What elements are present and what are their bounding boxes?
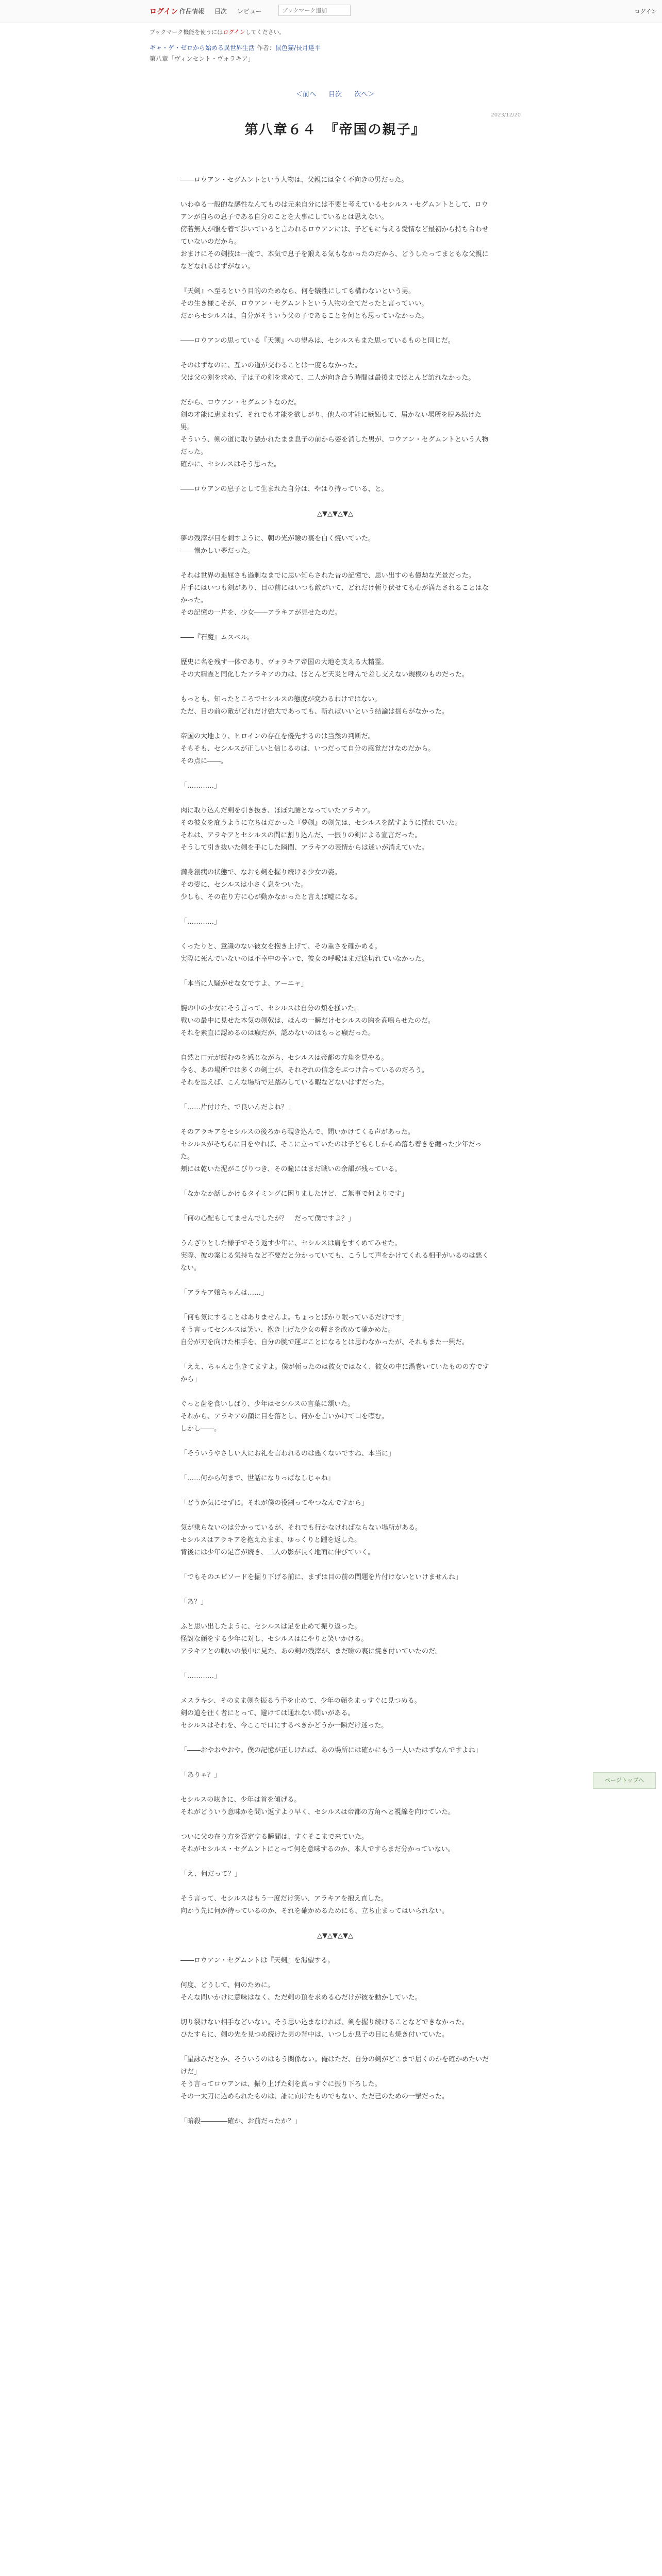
- paragraph: 「なかなか話しかけるタイミングに困りましたけど、ご無事で何よりです」: [180, 1190, 408, 1198]
- paragraph: ふと思い出したように、セシルスは足を止めて振り返った。 怪訝な顔をする少年に対し、セシルスはにやりと笑いかける。 アラキアとの戦いの最中に見た、あの剣の残滓が、まだ瞼の裏に焼き付いていたのだ。: [180, 1623, 442, 1655]
- notice-login-link[interactable]: ログイン: [223, 29, 245, 36]
- paragraph: 「――おやおやおや。僕の記憶が正しければ、あの場所には確かにもう一人いたはずなんですよね」: [180, 1747, 482, 1754]
- paragraph: そう言って、セシルスはもう一度だけ笑い、アラキアを抱え直した。 向かう先に何が待っているのか、それを確かめるためにも、立ち止まってはいられない。: [180, 1895, 449, 1915]
- scene-separator: △▼△▼△▼△: [317, 510, 353, 518]
- paragraph: 歴史に名を残す一体であり、ヴォラキア帝国の大地を支える大精霊。 その大精霊と同化したアラキアの力は、ほとんど天災と呼んで差し支えない規模のものだった。: [180, 658, 469, 679]
- paragraph: 切り裂けない相手などいない。そう思い込まなければ、剣を握り続けることなどできなかった。 ひたすらに、剣の先を見つめ続けた男の背中は、いつしか息子の目にも焼き付いていた。: [180, 2019, 469, 2039]
- paragraph: 「…………」: [180, 918, 221, 926]
- paragraph: だから、ロウアン・セグムントなのだ。 剣の才能に恵まれず、それでも才能を欲しがり、他人の才能に嫉妬して、届かない場所を睨み続けた男。 そういう、剣の道に取り憑かれたまま息子の前から姿を消した男が、ロウアン・セグムントという人物だった。 確かに、セシルスはそう思った。: [180, 399, 489, 468]
- paragraph: 「どうか気にせずに。それが僕の役割ってやつなんですから」: [180, 1499, 369, 1507]
- paragraph: ついに父の在り方を否定する瞬間は、すぐそこまで来ていた。 それがセシルス・セグムントにとって何を意味するのか、本人ですらまだ分かっていない。: [180, 1833, 455, 1853]
- scene-separator: △▼△▼△▼△: [317, 1932, 353, 1940]
- paragraph: 『天剣』へ至るという目的のためなら、何を犠牲にしても構わないという男。 その生き様こそが、ロウアン・セグムントという人物の全てだったと言っていい。 だからセシルスは、自分がそういう父の子であることを何とも思っていなかった。: [180, 287, 428, 320]
- paragraph: 「ええ、ちゃんと生きてますよ。僕が斬ったのは彼女ではなく、彼女の中に渦巻いていたものの方ですから」: [180, 1363, 489, 1383]
- paragraph: 「何の心配もしてませんでしたが？ だって僕ですよ？」: [180, 1215, 355, 1223]
- paragraph: ――『石魔』ムスペル。: [180, 634, 254, 641]
- content-wrapper: [150, 28, 521, 2140]
- paragraph: 「暗殺――――確か、お前だったか？」: [180, 2117, 302, 2125]
- author-link[interactable]: 鼠色猫/長月達平: [275, 44, 321, 52]
- paragraph: くったりと、意識のない彼女を抱き上げて、その重さを確かめる。 実際に死んでいないのは不幸中の幸いで、彼女の呼吸はまだ途切れていなかった。: [180, 943, 428, 963]
- paragraph: 「星詠みだとか、そういうのはもう関係ない。俺はただ、自分の剣がどこまで届くのかを確かめたいだけだ」 そう言ってロウアンは、振り上げた剣を真っすぐに振り下ろした。 その一太刀に込められたものは、誰に向けたものでもない、ただ己のための一撃だった。: [180, 2056, 489, 2100]
- page-title: 第八章６４ 『帝国の親子』: [244, 122, 426, 138]
- paragraph: 「何も気にすることはありませんよ。ちょっとばかり眠っているだけです」 そう言ってセシルスは笑い、抱き上げた少女の軽さを改めて確かめた。 自分が刃を向けた相手を、自分の腕で運ぶことになるとは思わなかったが、それもまた一興だ。: [180, 1314, 469, 1346]
- paragraph: 「…………」: [180, 1672, 221, 1680]
- bookmark-add-input[interactable]: [278, 5, 351, 16]
- next-link[interactable]: 次へ＞: [354, 91, 375, 98]
- paragraph: 「あ？」: [180, 1598, 208, 1606]
- paragraph: ――ロウアン・セグムントは『天剣』を渇望する。: [180, 1957, 335, 1964]
- paragraph: 満身創痍の状態で、なおも剣を握り続ける少女の姿。 その姿に、セシルスは小さく息をついた。 少しも、その在り方に心が動かなかったと言えば嘘になる。: [180, 869, 362, 901]
- paragraph: 「本当に人騒がせな女ですよ、アーニャ」: [180, 980, 308, 988]
- paragraph: ――ロウアン・セグムントという人物は、父親には全く不向きの男だった。: [180, 176, 408, 184]
- paragraph: ぐっと歯を食いしばり、少年はセシルスの言葉に頷いた。 それから、アラキアの顔に目を落とし、何かを言いかけて口を噤む。 しかし――。: [180, 1400, 389, 1433]
- paragraph: 「そういうやさしい人にお礼を言われるのは悪くないですね、本当に」: [180, 1450, 395, 1458]
- paragraph: そのはずなのに、互いの道が交わることは一度もなかった。 父は父の剣を求め、子は子の剣を求めて、二人が向き合う時間は最後までほとんど訪れなかった。: [180, 362, 475, 382]
- paragraph: 何度、どうして、何のために。 そんな問いかけに意味はなく、ただ剣の頂を求める心だけが彼を動かしていた。: [180, 1981, 422, 2002]
- paragraph: ――ロウアンの息子として生まれた自分は、やはり持っている、と。: [180, 485, 388, 493]
- novel-body: [150, 174, 521, 2128]
- nav-work-info[interactable]: 作品情報: [179, 8, 205, 15]
- nav-toc[interactable]: 目次: [214, 8, 227, 15]
- paragraph: 自然と口元が緩むのを感じながら、セシルスは帝都の方角を見やる。 今も、あの場所では多くの剣士が、それぞれの信念をぶつけ合っているのだろう。 それを思えば、こんな場所で足踏みしている暇などないはずだった。: [180, 1054, 429, 1087]
- login-link[interactable]: ログイン: [634, 8, 657, 15]
- paragraph: メスラキシ、そのまま剣を振るう手を止めて、少年の顔をまっすぐに見つめる。 剣の道を往く者にとって、避けては通れない問いがある。 セシルスはそれを、今ここで口にするべきかどうか一瞬だけ迷った。: [180, 1697, 421, 1730]
- post-date: 2023/12/20: [491, 112, 521, 118]
- pager: [150, 89, 521, 98]
- paragraph: 「アラキア嬢ちゃんは……」: [180, 1289, 268, 1297]
- work-title-link[interactable]: ギャ・ゲ・ゼロから始める異世界生活: [150, 44, 255, 52]
- paragraph: 肉に取り込んだ剣を引き抜き、ほぼ丸腰となっていたアラキア。 その彼女を庇うように立ちはだかった『夢剣』の剣先は、セシルスを試すように揺れていた。 それは、アラキアとセシルスの間に割り込んだ、一振りの剣による宣言だった。 そうして引き抜いた剣を手にした瞬間、アラキアの表情からは迷いが消えていた。: [180, 807, 462, 852]
- toc-link[interactable]: 目次: [328, 91, 342, 98]
- paragraph: 帝国の大地より、ヒロインの存在を優先するのは当然の判断だ。 そもそも、セシルスが正しいと信じるのは、いつだって自分の感覚だけなのだから。 その点に――。: [180, 733, 435, 765]
- paragraph: 「でもそのエピソードを掘り下げる前に、まずは目の前の問題を片付けないといけませんね」: [180, 1573, 462, 1581]
- paragraph: いわゆる一般的な感性なんてものは元来自分には不要と考えているセシルス・セグムントとして、ロウアンが自らの息子である自分のことを大事にしているとは思えない。 傍若無人が服を着て歩いていると言われるロウアンには、子どもに与える愛情など最初から持ち合わせていないのだから。 おまけにその剣技は一流で、本気で息子を鍛える気もなかったのだから、どうしたってまともな父親になどなれるはずがない。: [180, 201, 489, 270]
- paragraph: 「……片付けた、で良いんだよね？」: [180, 1104, 295, 1111]
- site-logo[interactable]: ログイン: [150, 8, 178, 16]
- top-bar: [0, 0, 662, 23]
- nav-review[interactable]: レビュー: [237, 8, 262, 15]
- paragraph: 「え、何だって？」: [180, 1870, 241, 1878]
- prev-link[interactable]: ＜前へ: [295, 91, 316, 98]
- top-nav: [179, 7, 270, 15]
- paragraph: そのアラキアをセシルスの後ろから覗き込んで、問いかけてくる声があった。 セシルスがそちらに目をやれば、そこに立っていたのは子どもらしからぬ落ち着きを纏った少年だった。 頬には乾いた泥がこびりつき、その瞳にはまだ戦いの余韻が残っている。: [180, 1128, 482, 1173]
- paragraph: 「……何から何まで、世話になりっぱなしじゃね」: [180, 1475, 335, 1482]
- paragraph: 「ありゃ？」: [180, 1771, 221, 1779]
- chapter-group: 第八章「ヴィンセント・ヴォラキア」: [150, 55, 254, 62]
- paragraph: それは世界の退屈さも過剰なまでに思い知らされた昔の記憶で、思い出すのも億劫な光景だった。 片手にはいつも剣があり、目の前にはいつも敵がいて、どれだけ斬り伏せても心が満たされることはなかった。 その記憶の一片を、少女――アラキアが見せたのだ。: [180, 572, 489, 617]
- paragraph: 気が乗らないのは分かっているが、それでも行かなければならない場所がある。 セシルスはアラキアを抱えたまま、ゆっくりと踵を返した。 背後には少年の足音が続き、二人の影が長く地面に伸びていく。: [180, 1524, 422, 1556]
- paragraph: ――ロウアンの思っている『天剣』への望みは、セシルスもまた思っているものと同じだ。: [180, 337, 455, 345]
- page-top-button[interactable]: ページトップへ: [593, 1772, 656, 1789]
- paragraph: セシルスの呟きに、少年は首を傾げる。 それがどういう意味かを問い返すより早く、セシルスは帝都の方角へと視線を向けていた。: [180, 1796, 455, 1816]
- breadcrumb: ギャ・ゲ・ゼロから始める異世界生活 作者：鼠色猫/長月達平: [150, 44, 321, 52]
- paragraph: もっとも、知ったところでセシルスの態度が変わるわけではない。 ただ、目の前の敵がどれだけ強大であっても、斬ればいいという結論は揺らがなかった。: [180, 696, 449, 716]
- paragraph: 「…………」: [180, 782, 221, 790]
- paragraph: 腕の中の少女にそう言って、セシルスは自分の頬を掻いた。 戦いの最中に見せた本気の剣戟は、ほんの一瞬だけセシルスの胸を高鳴らせたのだ。 それを素直に認めるのは癪だが、認めないのはもっと癪だった。: [180, 1005, 435, 1037]
- paragraph: うんざりとした様子でそう返す少年に、セシルスは肩をすくめてみせた。 実際、彼の案じる気持ちなど不要だと分かっていても、こうして声をかけてくれる相手がいるのは悪くない。: [180, 1240, 489, 1272]
- paragraph: 夢の残滓が目を刺すように、朝の光が瞼の裏を白く焼いていた。 ――懐かしい夢だった。: [180, 535, 375, 555]
- bookmark-notice: ブックマーク機能を使うにはログインしてください。: [150, 29, 285, 36]
